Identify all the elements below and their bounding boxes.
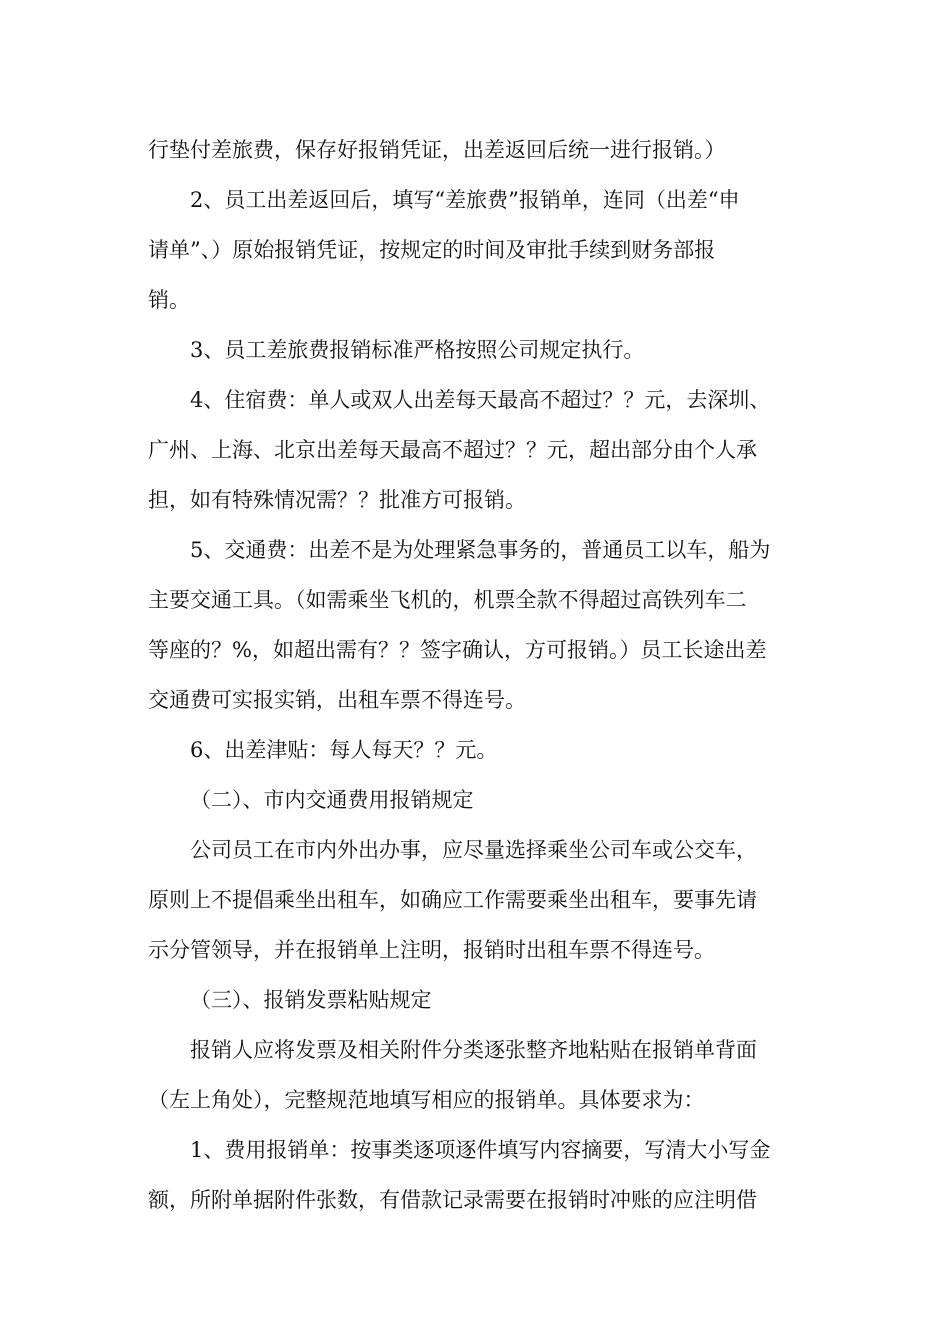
paragraph-line: 销。 (148, 288, 190, 312)
paragraph-line: 请单”、）原始报销凭证，按规定的时间及审批手续到财务部报 (148, 238, 716, 262)
paragraph-line: 额，所附单据附件张数，有借款记录需要在报销时冲账的应注明借 (148, 1188, 757, 1212)
section-heading: （三）、报销发票粘贴规定 (190, 988, 432, 1012)
paragraph-line: 6、出差津贴：每人每天？？元。 (190, 738, 498, 762)
paragraph-line: 担，如有特殊情况需？？批准方可报销。 (148, 488, 526, 512)
paragraph-line: （左上角处），完整规范地填写相应的报销单。具体要求为： (148, 1088, 705, 1112)
paragraph-line: 等座的？%，如超出需有？？签字确认，方可报销。）员工长途出差 (148, 638, 767, 662)
paragraph-line: 2、员工出差返回后，填写“差旅费”报销单，连同（出差“申 (190, 188, 740, 212)
paragraph-line: 广州、上海、北京出差每天最高不超过？？元，超出部分由个人承 (148, 438, 757, 462)
paragraph-line: 原则上不提倡乘坐出租车，如确应工作需要乘坐出租车，要事先请 (148, 888, 757, 912)
paragraph-line: 3、员工差旅费报销标准严格按照公司规定执行。 (190, 338, 645, 362)
paragraph-line: 行垫付差旅费，保存好报销凭证，出差返回后统一进行报销。） (148, 138, 726, 162)
paragraph-line: 报销人应将发票及相关附件分类逐张整齐地粘贴在报销单背面 (190, 1038, 757, 1062)
paragraph-line: 示分管领导，并在报销单上注明，报销时出租车票不得连号。 (148, 938, 715, 962)
paragraph-line: 1、费用报销单：按事类逐项逐件填写内容摘要，写清大小写金 (190, 1138, 771, 1162)
paragraph-line: 交通费可实报实销，出租车票不得连号。 (148, 688, 526, 712)
paragraph-line: 4、住宿费：单人或双人出差每天最高不超过？？元，去深圳、 (190, 388, 771, 412)
paragraph-line: 主要交通工具。（如需乘坐飞机的，机票全款不得超过高铁列车二 (148, 588, 747, 612)
paragraph-line: 5、交通费：出差不是为处理紧急事务的，普通员工以车，船为 (190, 538, 771, 562)
paragraph-line: 公司员工在市内外出办事，应尽量选择乘坐公司车或公交车， (190, 838, 757, 862)
section-heading: （二）、市内交通费用报销规定 (190, 788, 474, 812)
